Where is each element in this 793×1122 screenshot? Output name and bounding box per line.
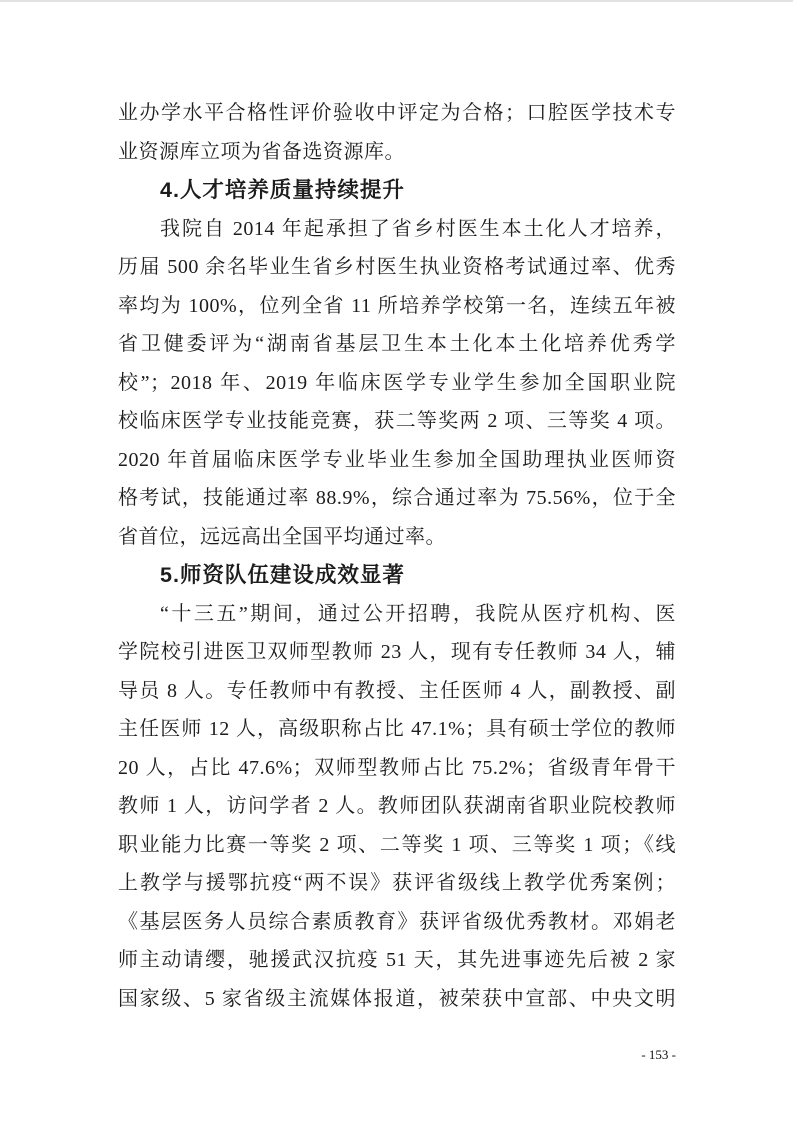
text-line: 我院自 2014 年起承担了省乡村医生本土化人才培养， bbox=[160, 217, 676, 240]
text-line: 省卫健委评为“湖南省基层卫生本土化本土化培养优秀学 bbox=[118, 333, 676, 355]
text-line: 20 人，占比 47.6%；双师型教师占比 75.2%；省级青年骨干 bbox=[118, 756, 676, 779]
text-line: 《基层医务人员综合素质教育》获评省级优秀教材。邓娟老 bbox=[118, 910, 676, 933]
section-5-heading: 5.师资队伍建设成效显著 bbox=[160, 563, 405, 587]
text-line: 导员 8 人。专任教师中有教授、主任医师 4 人，副教授、副 bbox=[118, 679, 676, 702]
text-line: 国家级、5 家省级主流媒体报道，被荣获中宣部、中央文明 bbox=[118, 987, 676, 1010]
text-line: “十三五”期间，通过公开招聘，我院从医疗机构、医 bbox=[160, 602, 676, 625]
text-line: 率均为 100%，位列全省 11 所培养学校第一名，连续五年被 bbox=[118, 294, 676, 317]
text-line: 历届 500 余名毕业生省乡村医生执业资格考试通过率、优秀 bbox=[118, 256, 676, 278]
text-line: 上教学与援鄂抗疫“两不误》获评省级线上教学优秀案例； bbox=[118, 872, 676, 894]
text-line: 主任医师 12 人，高级职称占比 47.1%；具有硕士学位的教师 bbox=[118, 718, 676, 740]
text-line: 业资源库立项为省备选资源库。 bbox=[118, 140, 405, 163]
text-line: 业办学水平合格性评价验收中评定为合格；口腔医学技术专 bbox=[118, 102, 676, 124]
text-line: 师主动请缨，驰援武汉抗疫 51 天，其先进事迹先后被 2 家 bbox=[118, 949, 676, 971]
page-top-edge bbox=[0, 0, 793, 2]
text-line: 格考试，技能通过率 88.9%，综合通过率为 75.56%，位于全 bbox=[118, 487, 676, 509]
text-line: 职业能力比赛一等奖 2 项、二等奖 1 项、三等奖 1 项；《线 bbox=[118, 833, 676, 856]
text-line: 教师 1 人，访问学者 2 人。教师团队获湖南省职业院校教师 bbox=[118, 795, 676, 817]
text-line: 2020 年首届临床医学专业毕业生参加全国助理执业医师资 bbox=[118, 448, 676, 471]
document-body bbox=[118, 94, 676, 1018]
page-number: - 153 - bbox=[641, 1047, 676, 1062]
section-4-heading: 4.人才培养质量持续提升 bbox=[160, 178, 405, 202]
text-line: 校”；2018 年、2019 年临床医学专业学生参加全国职业院 bbox=[118, 371, 676, 394]
text-line: 校临床医学专业技能竞赛，获二等奖两 2 项、三等奖 4 项。 bbox=[118, 410, 676, 432]
text-line: 学院校引进医卫双师型教师 23 人，现有专任教师 34 人，辅 bbox=[118, 641, 676, 663]
text-line: 省首位，远远高出全国平均通过率。 bbox=[118, 525, 446, 548]
